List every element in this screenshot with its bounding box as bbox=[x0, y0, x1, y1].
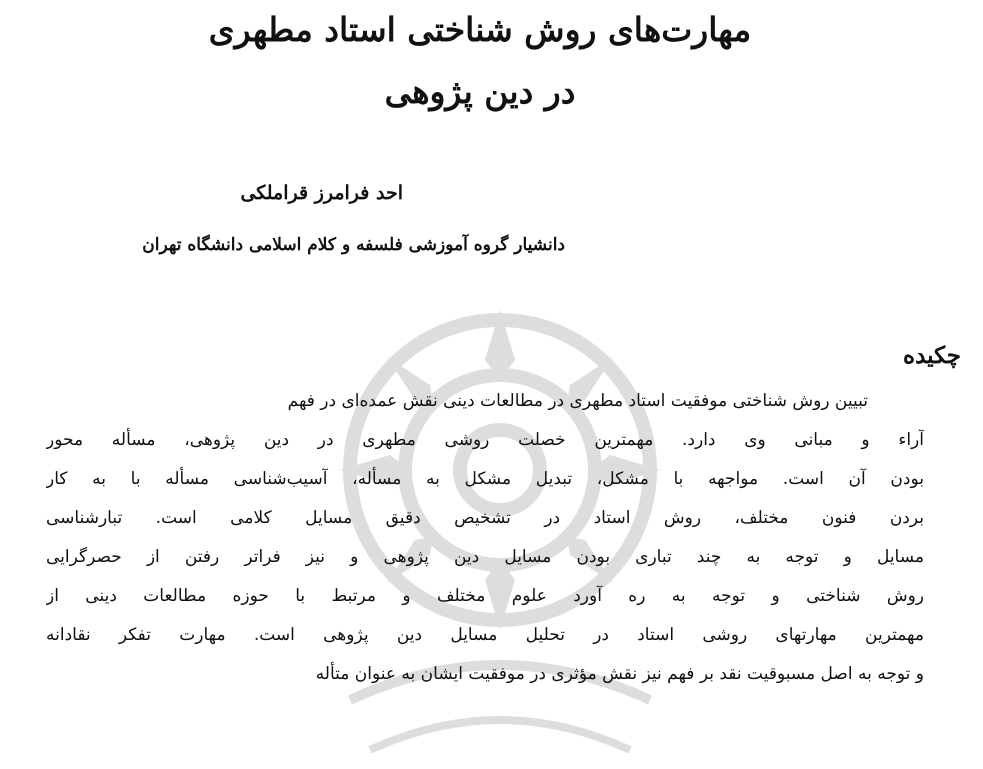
abstract-body bbox=[46, 382, 924, 694]
author-affiliation: دانشیار گروه آموزشی فلسفه و کلام اسلامی دانشگاه تهران bbox=[142, 235, 565, 255]
title-line-1: مهارت‌های روش شناختی استاد مطهری bbox=[208, 10, 752, 49]
abstract-line: مهمترین مهارتهای روشی استاد در تحلیل مسایل دین پژوهی است. مهارت تفکر نقادانه bbox=[46, 625, 924, 645]
abstract-line: مسایل و توجه به چند تباری بودن مسایل دین پژوهی و نیز فراتر رفتن از حصرگرایی bbox=[46, 547, 924, 567]
abstract-heading: چکیده bbox=[903, 342, 961, 369]
abstract-line: بودن آن است. مواجهه با مشکل، تبدیل مشکل به مسأله، آسیب‌شناسی مسأله با به کار bbox=[46, 469, 924, 489]
abstract-line: بردن فنون مختلف، روش استاد در تشخیص دقیق مسایل کلامی است. تبارشناسی bbox=[46, 508, 924, 528]
abstract-line: روش شناختی و توجه به ره آورد علوم مختلف و مرتبط با حوزه مطالعات دینی از bbox=[46, 586, 924, 606]
title-line-2: در دین پژوهی bbox=[384, 72, 576, 111]
abstract-line: آراء و مبانی وی دارد. مهمترین خصلت روشی مطهری در دین پژوهی، مسأله محور bbox=[46, 430, 924, 450]
author-name: احد فرامرز قراملکی bbox=[240, 182, 403, 204]
abstract-line: و توجه به اصل مسبوقیت نقد بر فهم نیز نقش مؤثری در موفقیت ایشان به عنوان متأله bbox=[315, 664, 924, 684]
abstract-line: تبیین روش شناختی موفقیت استاد مطهری در مطالعات دینی نقش عمده‌ای در فهم bbox=[287, 391, 868, 411]
